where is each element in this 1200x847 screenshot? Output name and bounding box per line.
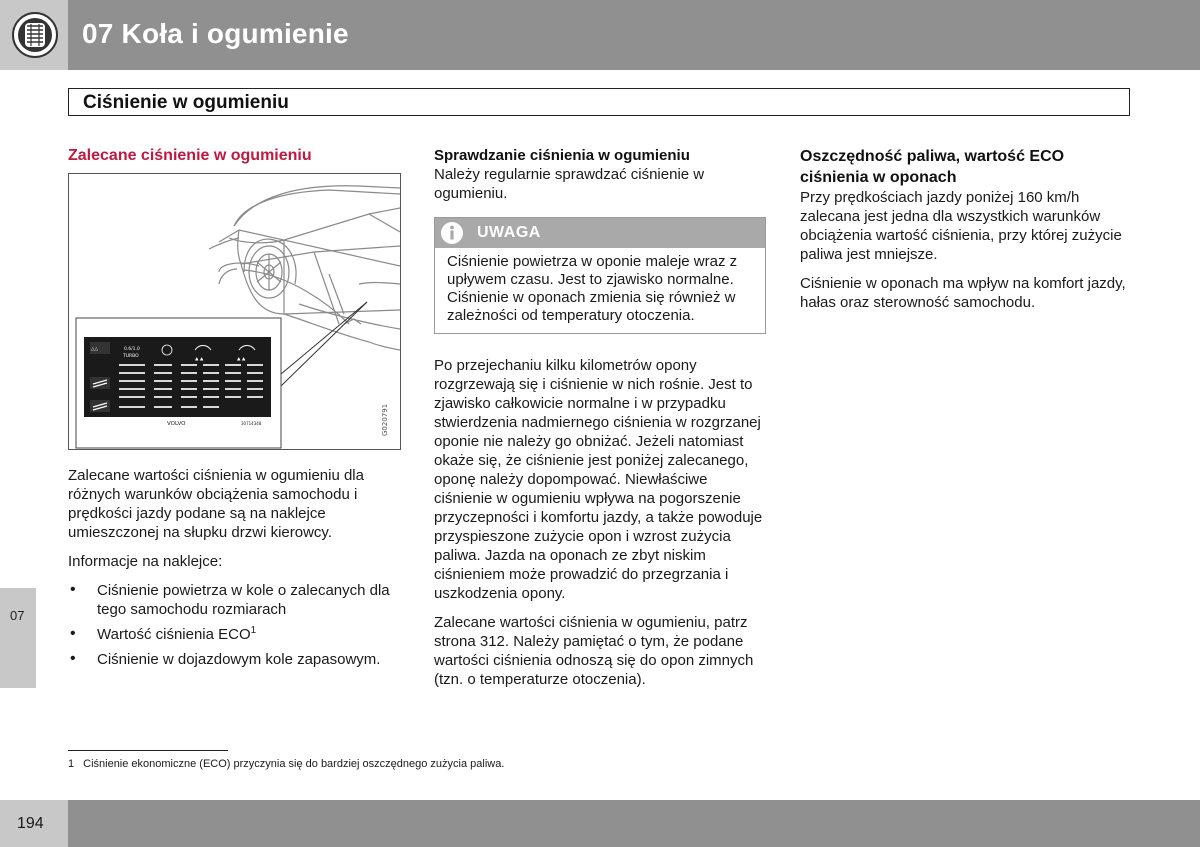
chapter-side-tab	[0, 588, 36, 688]
label-info-intro: Informacje na naklejce:	[68, 553, 223, 570]
svg-text:TURBO: TURBO	[123, 354, 139, 359]
recommended-pressure-paragraph: Zalecane wartości ciśnienia w ogumieniu dla różnych warunków obciążenia samochodu i prędkości jazdy podane są na naklejce umieszczonej na słupku drzwi kierowcy.	[68, 467, 364, 541]
svg-text:▲ ▲: ▲ ▲	[195, 357, 204, 362]
eco-pressure-heading: Oszczędność paliwa, wartość ECO ciśnienia w oponach	[800, 148, 1065, 186]
section-title-box	[68, 88, 1130, 116]
chapter-title: 07 Koła i ogumienie	[82, 18, 349, 49]
comfort-paragraph: Ciśnienie w oponach ma wpływ na komfort jazdy, hałas oraz sterowność samochodu.	[800, 275, 1126, 311]
list-item: • Ciśnienie powietrza w kole o zalecanych dla tego samochodu rozmiarach	[68, 581, 401, 619]
section-title: Ciśnienie w ogumieniu	[83, 92, 289, 113]
warning-box	[434, 217, 766, 334]
svg-text:0.6/1.0: 0.6/1.0	[124, 347, 140, 352]
footnote	[68, 758, 504, 770]
tire-label-figure	[68, 173, 401, 450]
checking-pressure-heading: Sprawdzanie ciśnienia w ogumieniu	[434, 147, 690, 164]
footnote-rule	[68, 750, 228, 751]
label-info-list	[68, 581, 401, 669]
figure-code: G020791	[381, 403, 389, 436]
label-part-number: 30714348	[241, 421, 262, 426]
footer-band	[68, 800, 1200, 847]
column-left	[68, 146, 401, 675]
list-item: • Wartość ciśnienia ECO$^1$	[68, 625, 401, 644]
column-middle	[434, 146, 768, 699]
svg-text:△△: △△	[91, 347, 98, 352]
list-item: • Ciśnienie w dojazdowym kole zapasowym.	[68, 650, 401, 669]
pressure-warmup-paragraph: Po przejechaniu kilku kilometrów opony rozgrzewają się i ciśnienie w nich rośnie. Jest to zjawisko całkowicie normalne i w przypadku stwierdzenia nadmiernego ciśnienia w rozgrzanej oponie nie należy go obniżać. Jeżeli natomiast okaże się, że ciśnienie jest poniżej zalecanego, oponę należy dopompować. Niewłaściwe ciśnienie w ogumieniu wpływa na pogorszenie przyczepności i komfortu jazdy, a także powoduje przyspieszone zużycie opon i wzrost zużycia paliwa. Jazda na oponach ze zbyt niskim ciśnieniem może prowadzić do przegrzania i uszkodzenia opony.	[434, 357, 763, 602]
label-brand: VOLVO	[167, 421, 186, 427]
cold-tire-paragraph: Zalecane wartości ciśnienia w ogumieniu, patrz strona 312. Należy pamiętać o tym, że podane wartości ciśnienia odnoszą się do opon zimnych (tzn. o temperaturze otoczenia).	[434, 614, 754, 688]
checking-pressure-paragraph: Należy regularnie sprawdzać ciśnienie w ogumieniu.	[434, 166, 705, 202]
chapter-side-tab-label: 07	[10, 608, 25, 623]
column-right	[800, 146, 1130, 322]
warning-title: UWAGA	[477, 224, 541, 241]
car-door-pillar-illustration	[69, 174, 400, 449]
footnote-number: 1	[68, 758, 75, 770]
recommended-pressure-heading: Zalecane ciśnienie w ogumieniu	[68, 147, 312, 164]
warning-body: Ciśnienie powietrza w oponie maleje wraz z upływem czasu. Jest to zjawisko normalne. Ciśnienie w oponach zmienia się również w zależności od temperatury otoczenia.	[447, 253, 738, 324]
footnote-ref: 1	[250, 625, 257, 636]
eco-pressure-paragraph: Przy prędkościach jazdy poniżej 160 km/h zalecana jest jedna dla wszystkich warunków obciążenia wartość ciśnienia, przy której zużycie paliwa jest mniejsze.	[800, 189, 1122, 263]
tire-icon	[11, 11, 59, 59]
warning-header	[435, 218, 765, 248]
page-number: 194	[17, 815, 44, 832]
info-icon	[440, 221, 464, 245]
footnote-text: Ciśnienie ekonomiczne (ECO) przyczynia się do bardziej oszczędnego zużycia paliwa.	[83, 758, 505, 770]
svg-text:▲ ▲: ▲ ▲	[237, 357, 246, 362]
